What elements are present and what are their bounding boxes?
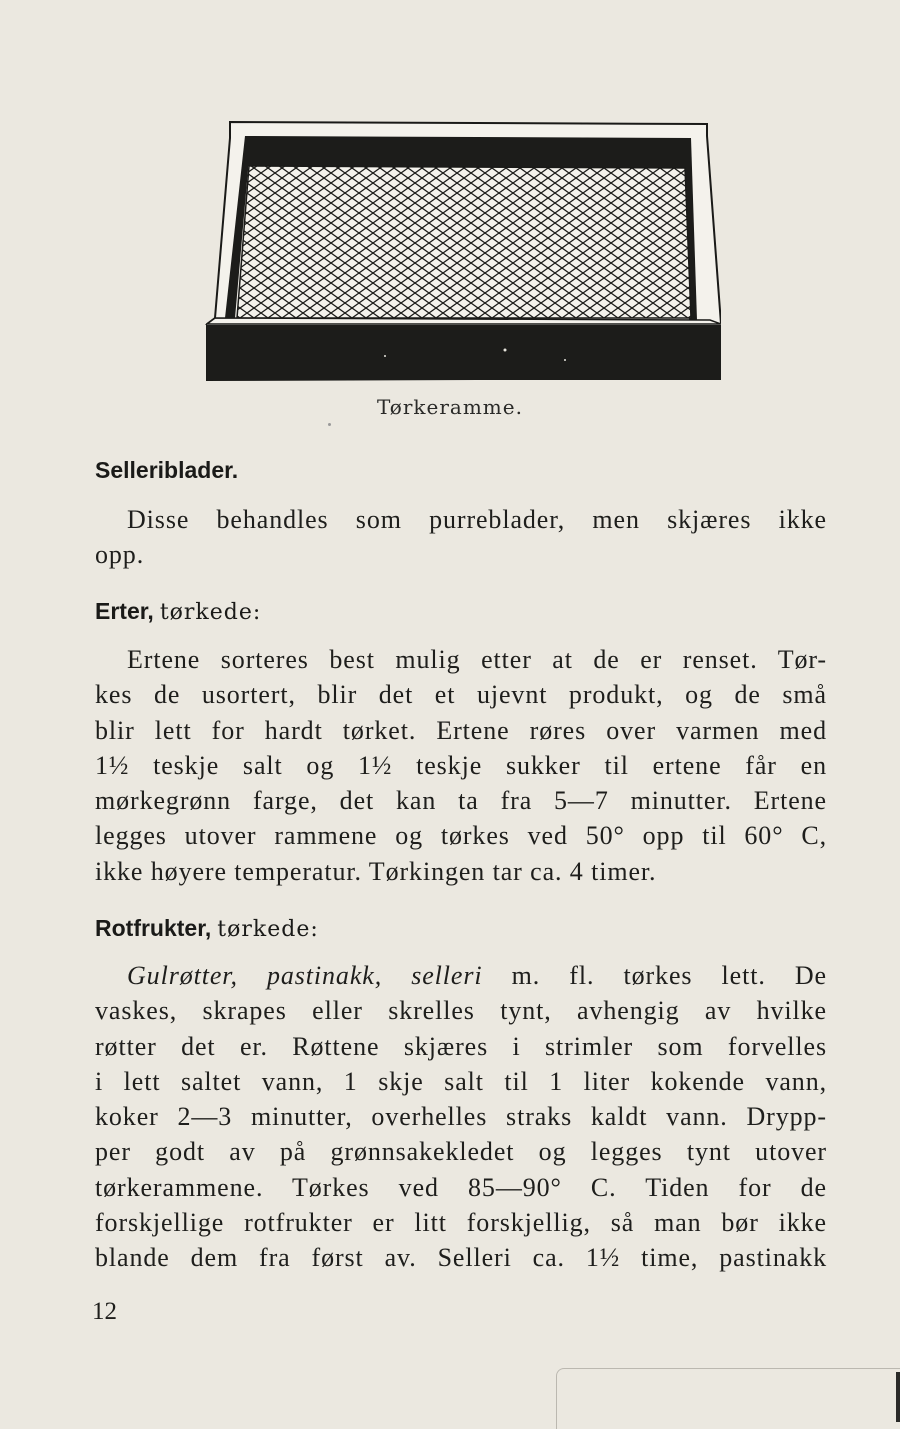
heading-subtext: tørkede: <box>217 917 319 942</box>
text-line: per godt av på grønnsakekledet og legges tynt utover <box>95 1137 827 1167</box>
text-line: legges utover rammene og tørkes ved 50° opp til 60° C, <box>95 821 827 851</box>
heading-text: Selleriblader. <box>95 457 239 483</box>
scan-page-corner <box>556 1368 900 1429</box>
heading-subtext: tørkede: <box>159 600 262 625</box>
paragraph-selleriblader <box>95 502 827 573</box>
italic-vegetables: Gulrøtter, pastinakk, selleri <box>127 961 483 990</box>
text-line: koker 2—3 minutter, overhelles straks kaldt vann. Drypp- <box>95 1102 827 1132</box>
section-heading-erter <box>95 598 261 625</box>
paragraph-rotfrukter <box>95 958 827 1276</box>
paragraph-erter <box>95 642 827 889</box>
text-line: tørkerammene. Tørkes ved 85—90° C. Tiden for de <box>95 1172 827 1202</box>
text-line: røtter det er. Røttene skjæres i strimler som forvelles <box>95 1031 827 1061</box>
text-line: Disse behandles som purreblader, men skjæres ikke <box>127 505 827 534</box>
text-line: vaskes, skrapes eller skrelles tynt, avhengig av hvilke <box>95 996 827 1026</box>
heading-text: Rotfrukter, <box>95 915 212 941</box>
text-line: Ertene sorteres best mulig etter at de er renset. Tør- <box>127 645 827 674</box>
text-line: blande dem fra først av. Selleri ca. 1½ time, pastinakk <box>95 1243 827 1273</box>
text-line-first <box>95 958 827 993</box>
drying-frame-illustration <box>205 118 721 382</box>
text-line: mørkegrønn farge, det kan ta fra 5—7 minutter. Ertene <box>95 786 827 816</box>
text-line: blir lett for hardt tørket. Ertene røres over varmen med <box>95 715 827 745</box>
section-heading-rotfrukter <box>95 915 319 942</box>
text-line: forskjellige rotfrukter er litt forskjellig, så man bør ikke <box>95 1208 827 1238</box>
figure-caption: Tørkeramme. <box>377 395 523 419</box>
section-heading-selleriblader <box>95 457 238 484</box>
text-line: 1½ teskje salt og 1½ teskje sukker til ertene får en <box>95 750 827 780</box>
text-line: i lett saltet vann, 1 skje salt til 1 liter kokende vann, <box>95 1066 827 1096</box>
text-line: ikke høyere temperatur. Tørkingen tar ca. 4 timer. <box>95 856 657 886</box>
paper-speck <box>328 423 331 426</box>
page-number: 12 <box>92 1298 117 1325</box>
text-line: kes de usortert, blir det et ujevnt produkt, og de små <box>95 680 827 710</box>
scan-page-edge <box>896 1372 900 1422</box>
text-line: opp. <box>95 540 145 570</box>
first-line-rest: m. fl. tørkes lett. De <box>511 961 827 990</box>
heading-text: Erter, <box>95 598 154 624</box>
